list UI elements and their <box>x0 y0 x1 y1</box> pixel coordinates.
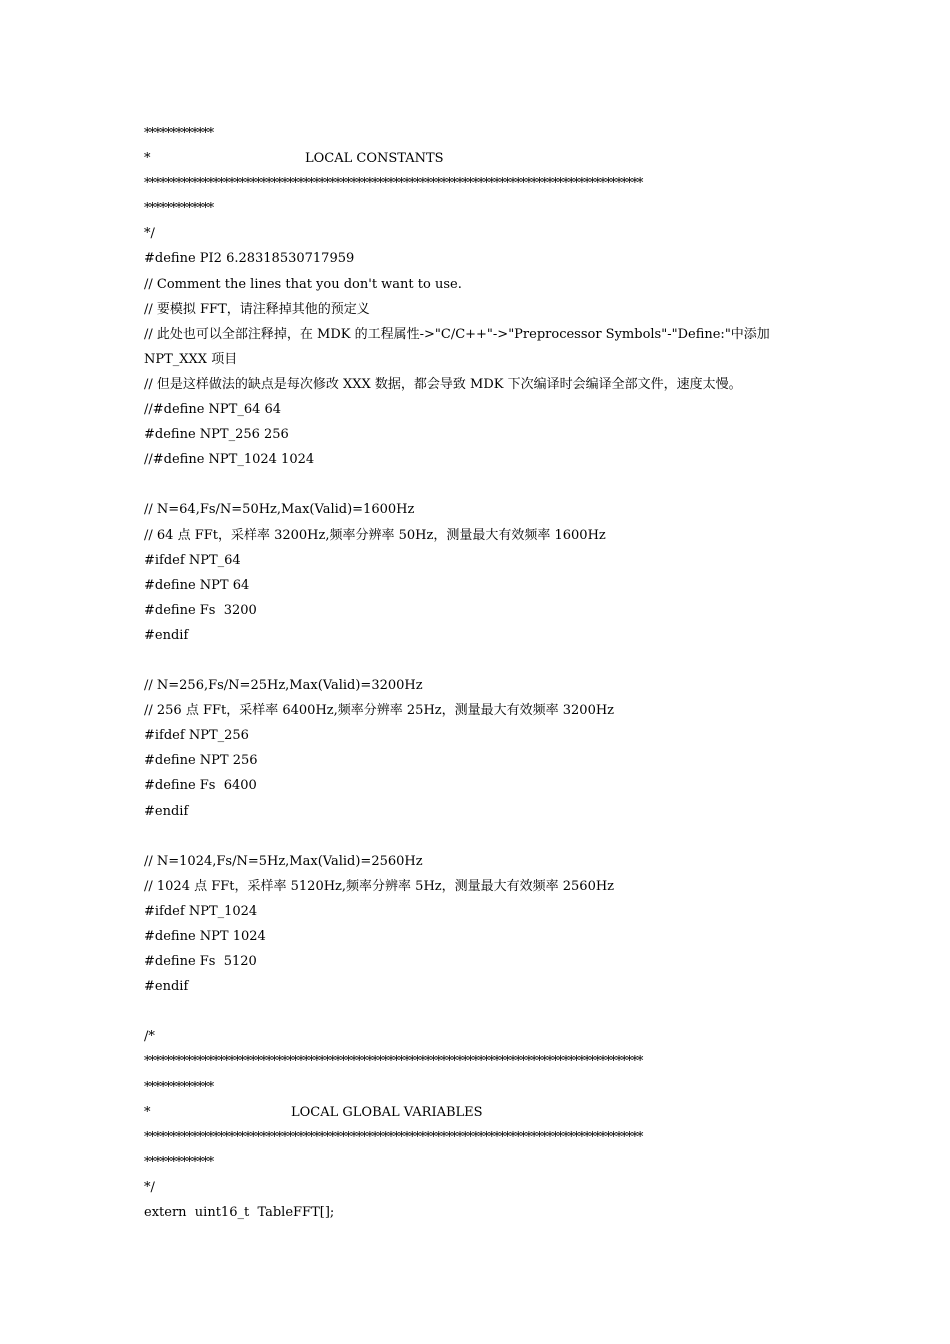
comment-line: // 但是这样做法的缺点是每次修改 XXX 数据，都会导致 MDK 下次编译时会编译全部文件，速度太慢。 <box>144 376 742 392</box>
comment-border-line: ************* <box>144 201 213 217</box>
code-line: extern uint16_t TableFFT[]; <box>144 1205 335 1221</box>
section-heading-local-global-variables: * LOCAL GLOBAL VARIABLES <box>144 1100 824 1125</box>
comment-open: /* <box>144 1029 155 1045</box>
heading-label: LOCAL CONSTANTS <box>305 151 444 167</box>
comment-line: // 256 点 FFt，采样率 6400Hz,频率分辨率 25Hz，测量最大有效频率 3200Hz <box>144 703 615 719</box>
code-line: #define NPT 256 <box>144 753 258 769</box>
comment-border-line: ********************************************************************************************** <box>144 1054 643 1070</box>
code-line: #ifdef NPT_1024 <box>144 903 258 919</box>
comment-border-line: ************* <box>144 1154 213 1170</box>
section-heading-local-constants: * LOCAL CONSTANTS <box>144 146 824 171</box>
blank-line <box>144 648 824 673</box>
comment-line: // N=1024,Fs/N=5Hz,Max(Valid)=2560Hz <box>144 853 423 869</box>
comment-line: // 64 点 FFt，采样率 3200Hz,频率分辨率 50Hz，测量最大有效频率 1600Hz <box>144 527 606 543</box>
comment-close: */ <box>144 1179 155 1195</box>
code-line: //#define NPT_64 64 <box>144 402 282 418</box>
comment-line: // Comment the lines that you don't want to use. <box>144 276 462 292</box>
code-line: //#define NPT_1024 1024 <box>144 452 315 468</box>
comment-close: */ <box>144 226 155 242</box>
code-line: #define Fs 5120 <box>144 954 257 970</box>
code-line: #endif <box>144 627 189 643</box>
code-line: #define NPT 1024 <box>144 929 266 944</box>
comment-line: // 1024 点 FFt，采样率 5120Hz,频率分辨率 5Hz，测量最大有效频率 2560Hz <box>144 878 615 894</box>
comment-border-line: ********************************************************************************************** <box>144 1129 643 1145</box>
comment-border-line: ************* <box>144 1079 213 1095</box>
code-line: #define PI2 6.28318530717959 <box>144 251 355 267</box>
comment-border-line: ********************************************************************************************** <box>144 176 643 192</box>
blank-line <box>144 999 824 1024</box>
comment-line: // 此处也可以全部注释掉，在 MDK 的工程属性->"C/C++"->"Preprocessor Symbols"-"Define:"中添加 <box>144 326 770 342</box>
comment-line: // 要模拟 FFT，请注释掉其他的预定义 <box>144 301 370 317</box>
code-line: #define NPT 64 <box>144 577 250 593</box>
blank-line <box>144 824 824 849</box>
code-line: #ifdef NPT_256 <box>144 728 249 744</box>
comment-border-line: ************* <box>144 126 213 141</box>
code-line: #endif <box>144 803 189 819</box>
code-line: #endif <box>144 979 189 995</box>
comment-line: // N=256,Fs/N=25Hz,Max(Valid)=3200Hz <box>144 678 423 694</box>
code-listing <box>144 121 824 1225</box>
comment-line: // N=64,Fs/N=50Hz,Max(Valid)=1600Hz <box>144 502 415 518</box>
code-line: #define NPT_256 256 <box>144 427 289 443</box>
comment-line: NPT_XXX 项目 <box>144 351 238 367</box>
code-line: #ifdef NPT_64 <box>144 552 241 568</box>
heading-label: LOCAL GLOBAL VARIABLES <box>291 1104 483 1120</box>
code-line: #define Fs 6400 <box>144 778 257 794</box>
blank-line <box>144 472 824 497</box>
code-line: #define Fs 3200 <box>144 602 257 618</box>
